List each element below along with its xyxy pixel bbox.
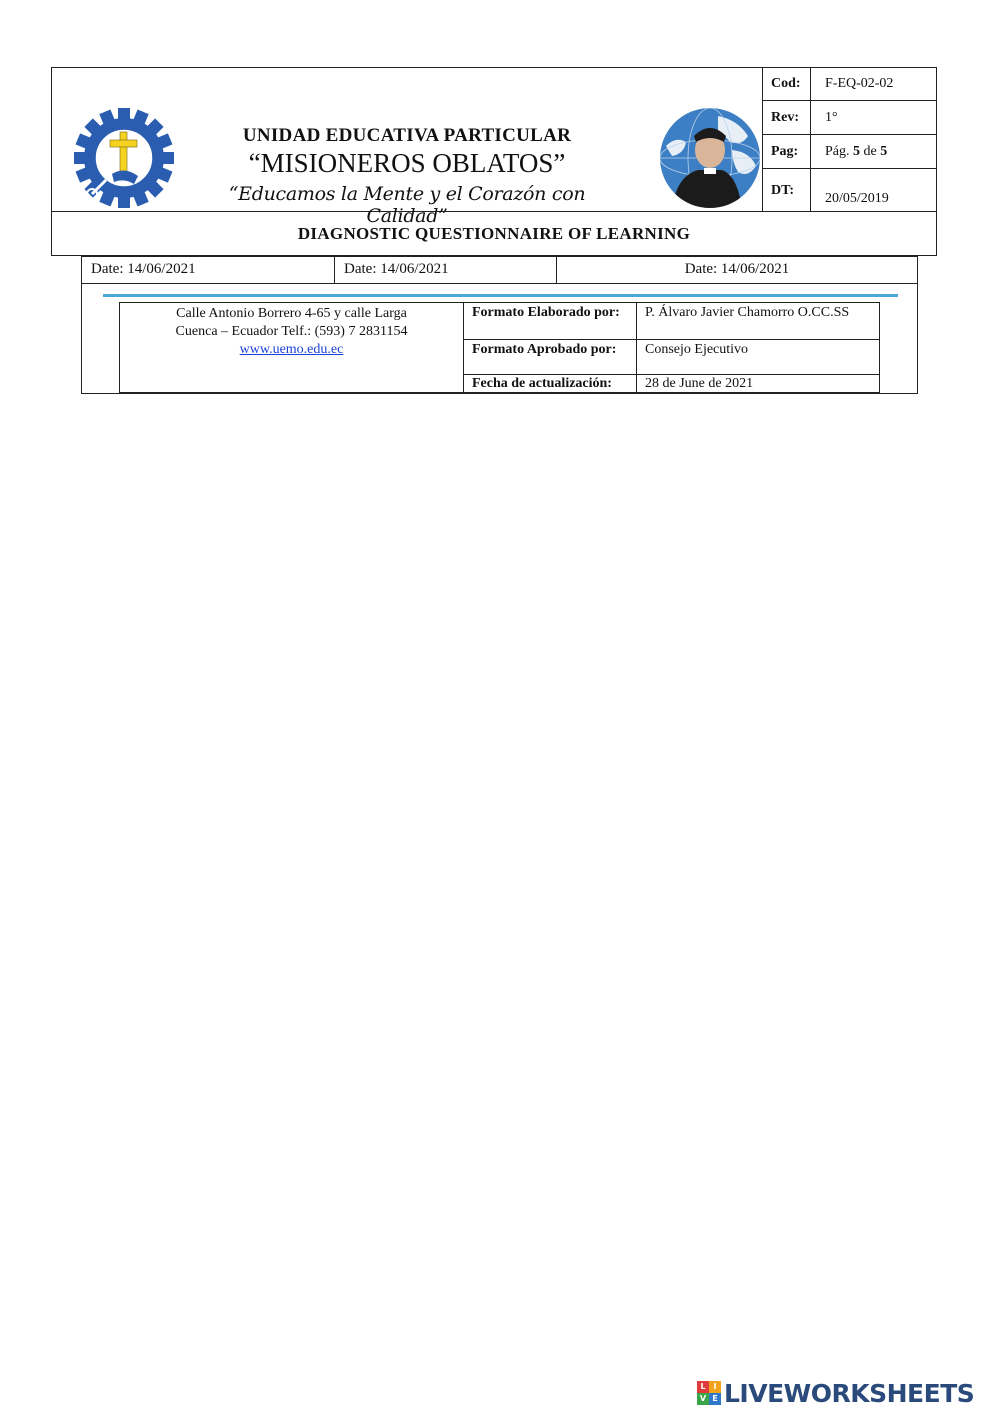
meta-value (811, 135, 937, 168)
footer-row-fecha (464, 375, 879, 392)
address-line: Cuenca – Ecuador Telf.: (593) 7 2831154 (175, 324, 408, 339)
footer-table (119, 302, 880, 393)
school-address (120, 303, 464, 392)
school-name: “MISIONEROS OBLATOS” (248, 148, 566, 178)
meta-key: Rev: (763, 101, 811, 134)
meta-key: DT: (763, 169, 811, 212)
footer-row-aprobado (464, 340, 879, 375)
badge-letter: L (697, 1381, 709, 1393)
footer-value: P. Álvaro Javier Chamorro O.CC.SS (645, 305, 850, 320)
liveworksheets-wordmark: LIVEWORKSHEETS (724, 1378, 975, 1408)
date-cell: Date: 14/06/2021 (82, 257, 335, 283)
meta-row-rev (763, 101, 937, 135)
meta-value: 20/05/2019 (825, 190, 889, 206)
date-cell: Date: 14/06/2021 (335, 257, 557, 283)
meta-key: Pag: (763, 135, 811, 168)
footer-key: Formato Aprobado por: (464, 340, 637, 374)
website-link[interactable]: www.uemo.edu.ec (239, 342, 344, 357)
footer-value: Consejo Ejecutivo (645, 342, 749, 357)
footer-value: 28 de June de 2021 (645, 376, 754, 391)
badge-letter: E (709, 1393, 721, 1405)
meta-value: 1° (825, 109, 838, 125)
liveworksheets-logo-icon (697, 1381, 721, 1405)
date-cell: Date: 14/06/2021 (684, 261, 790, 277)
footer-divider (103, 294, 898, 297)
address-line: Calle Antonio Borrero 4-65 y calle Larga (176, 306, 407, 321)
dates-row (81, 256, 918, 284)
badge-letter: V (697, 1393, 709, 1405)
page-total: 5 (880, 143, 888, 159)
footer-key: Fecha de actualización: (464, 375, 637, 392)
meta-row-cod (763, 68, 937, 101)
document-title: DIAGNOSTIC QUESTIONNAIRE OF LEARNING (297, 224, 691, 243)
meta-value: F-EQ-02-02 (825, 76, 894, 91)
document-header (51, 67, 937, 256)
meta-row-pag (763, 135, 937, 169)
liveworksheets-watermark (697, 1378, 974, 1408)
footer-row-elaborado (464, 303, 879, 340)
footer-key: Formato Elaborado por: (464, 303, 637, 339)
page-mid: de (860, 143, 881, 159)
badge-letter: I (709, 1381, 721, 1393)
school-logo-gear-icon (72, 106, 176, 210)
school-type: UNIDAD EDUCATIVA PARTICULAR (242, 125, 572, 146)
page-prefix: Pág. (825, 143, 853, 159)
meta-row-dt (763, 169, 937, 212)
page-number: 5 (853, 143, 860, 159)
meta-key: Cod: (763, 68, 811, 100)
school-motto: “Educamos la Mente y el Corazón con Calidad” (228, 183, 586, 227)
header-top (52, 68, 936, 227)
document-meta-table (762, 68, 936, 212)
founder-globe-portrait-icon (658, 106, 762, 210)
